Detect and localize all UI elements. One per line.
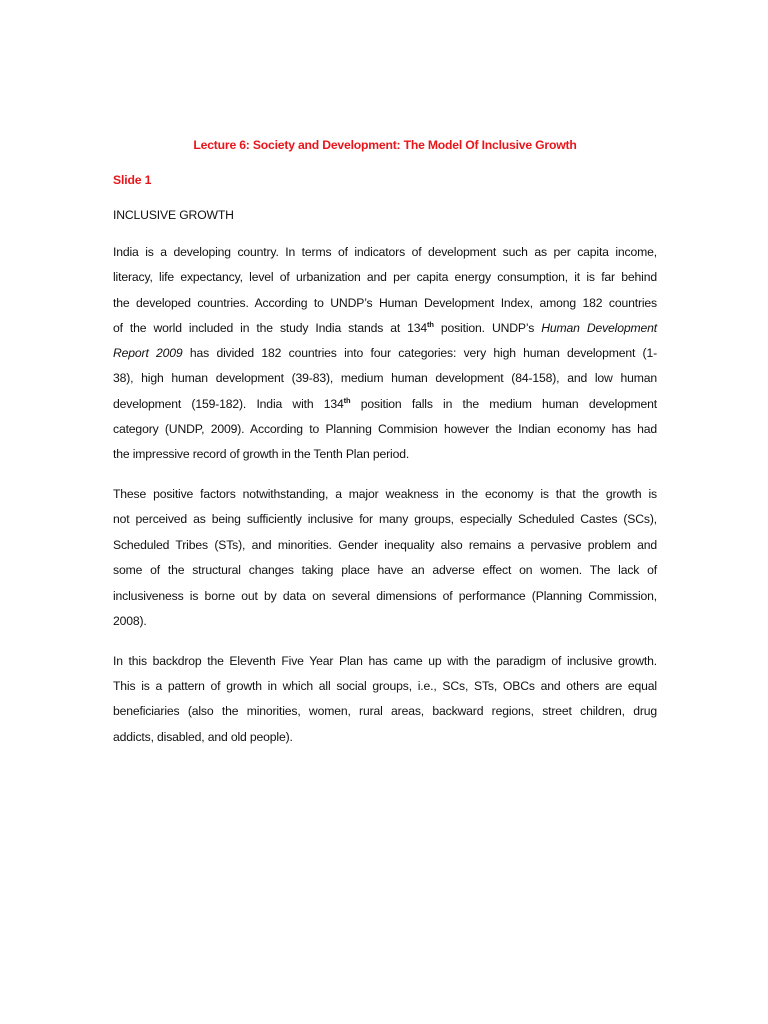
paragraph-line: the impressive record of growth in the Tenth Plan period.	[113, 447, 410, 462]
paragraph-line: These positive factors notwithstanding, a major weakness in the economy is that the growth is	[113, 486, 657, 501]
superscript: th	[427, 319, 434, 329]
text-run: of the world included in the study India stands at 134	[113, 320, 428, 335]
paragraph-line	[113, 392, 657, 417]
superscript: th	[343, 395, 351, 405]
paragraph-line: This is a pattern of growth in which all social groups, i.e., SCs, STs, OBCs and others are equal	[113, 678, 657, 693]
paragraph-line: some of the structural changes taking place have an adverse effect on women. The lack of	[113, 563, 657, 578]
text-run: position falls in the medium human development	[350, 396, 657, 411]
paragraph-2	[113, 482, 657, 635]
paragraph-line: inclusiveness is borne out by data on several dimensions of performance (Planning Commission,	[113, 588, 657, 603]
section-heading: INCLUSIVE GROWTH	[113, 208, 234, 222]
paragraph-1	[113, 240, 657, 468]
paragraph-line: India is a developing country. In terms of indicators of development such as per capita income,	[113, 245, 657, 259]
slide-label: Slide 1	[113, 173, 152, 187]
text-run: has divided 182 countries into four categories: very high human development (1-	[182, 346, 657, 361]
paragraph-line: beneficiaries (also the minorities, women, rural areas, backward regions, street children, drug	[113, 704, 657, 719]
page-title: Lecture 6: Society and Development: The Model Of Inclusive Growth	[193, 138, 577, 152]
text-run: position. UNDP’s	[433, 320, 542, 335]
paragraph-line: the developed countries. According to UNDP’s Human Development Index, among 182 countries	[113, 295, 657, 310]
paragraph-line	[113, 341, 657, 366]
text-run: development (159-182). India with 134	[113, 396, 344, 411]
paragraph-line: literacy, life expectancy, level of urbanization and per capita energy consumption, it is far behind	[113, 270, 657, 285]
paragraph-line	[113, 316, 657, 341]
paragraph-3	[113, 649, 657, 750]
paragraph-line: addicts, disabled, and old people).	[113, 729, 293, 744]
report-title-italic: Report 2009	[113, 346, 183, 361]
paragraph-line: 38), high human development (39-83), medium human development (84-158), and low human	[113, 371, 657, 386]
paragraph-line: Scheduled Tribes (STs), and minorities. Gender inequality also remains a pervasive problem and	[113, 537, 657, 552]
paragraph-line: 2008).	[113, 614, 147, 629]
paragraph-line: not perceived as being sufficiently inclusive for many groups, especially Scheduled Castes (SCs),	[113, 512, 657, 527]
report-title-italic: Human Development	[541, 320, 657, 335]
paragraph-line: In this backdrop the Eleventh Five Year Plan has came up with the paradigm of inclusive growth.	[113, 653, 657, 668]
paragraph-line: category (UNDP, 2009). According to Planning Commision however the Indian economy has had	[113, 422, 657, 437]
